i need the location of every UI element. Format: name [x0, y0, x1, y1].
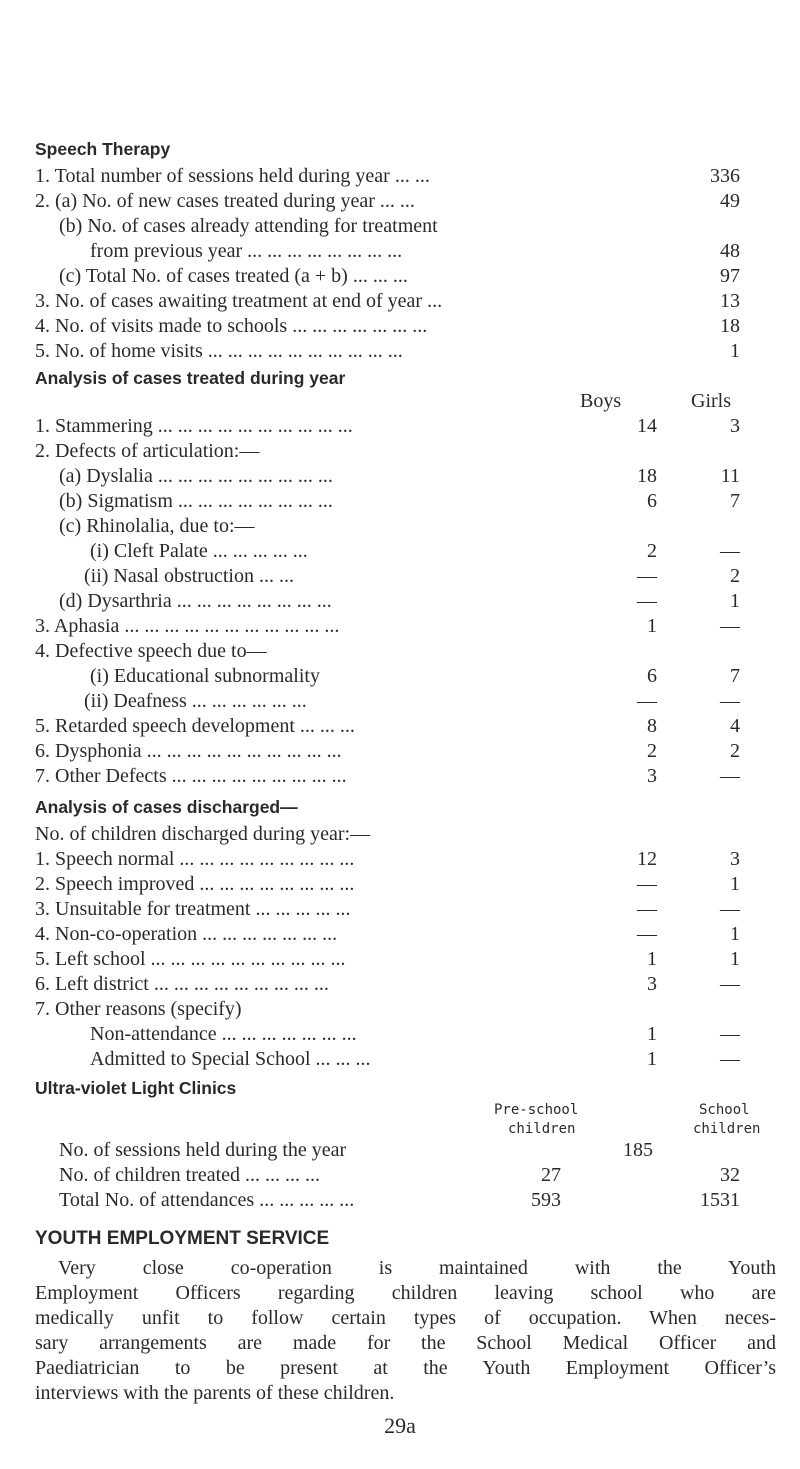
column-header-preschool-sub: children: [508, 1121, 576, 1137]
column-header-girls: Girls: [691, 390, 731, 412]
document-page: Speech Therapy 1. Total number of sessions held during year ... ... 336 2. (a) No. of new cases treated during year ... ... 49 (b) No. of cases already attending for treatment from previous year ... ... ... ... ... ... ... ... 48 (c) Total No. of cases treated (a + b) ... ... ... 97 3. No. of cases awaiting treatment at end of year ... 13 4. No. of visits made to schools ... ... ... ... ... ... ... 18 5. No. of home visits ... ... ... ... ... ... ... ... ... ... 1 Analysis of cases treated during year Boys Girls 1. Stammering ... ... ... ... ... ... ... ... ... ... 14 3 2. Defects of articulation:— (a) Dyslalia ... ... ... ... ... ... ... ... ... 18 11 (b) Sigmatism ... ... ... ... ... ... ... ... 6 7 (c) Rhinolalia, due to:— (i) Cleft Palate ... ... ... ... ... 2 — (ii) Nasal obstruction ... ... — 2 (d) Dysarthria ... ... ... ... ... ... ... ... — 1 3. Aphasia ... ... ... ... ... ... ... ... ... ... ... 1 — 4. Defective speech due to— (i) Educational subnormality 6 7 (ii) Deafness ... ... ... ... ... ... — — 5. Retarded speech development ... ... ... 8 4 6. Dysphonia ... ... ... ... ... ... ... ... ... ... 2 2 7. Other Defects ... ... ... ... ... ... ... ... ... 3 — Analysis of cases discharged— No. of children discharged during year:— 1. Speech normal ... ... ... ... ... ... ... ... ... 12 3 2. Speech improved ... ... ... ... ... ... ... ... — 1 3. Unsuitable for treatment ... ... ... ... ... — — 4. Non-co-operation ... ... ... ... ... ... ... — 1 5. Left school ... ... ... ... ... ... ... ... ... ... 1 1 6. Left district ... ... ... ... ... ... ... ... ... 3 — 7. Other reasons (specify) Non-attendance ... ... ... ... ... ... ... 1 — Admitted to Special School ... ... ... 1 — Ultra-violet Light Clinics Pre-school children School children No. of sessions held during the year 185 No. of children treated ... ... ... ... 27 32 Total No. of attendances ... ... ... ... ... 593 1531 YOUTH EMPLOYMENT SERVICE Very close co-operation is maintained with the Youth Employment Officers regarding children leaving school who are medically unfit to follow certain types of occupation. When neces- sary arrangements are made for the School Medical Officer and Paediatrician to be present at the Youth Employment Officer’s interviews with the parents of these children. 29a: [0, 0, 800, 1469]
uv-clinics-heading: Ultra-violet Light Clinics: [35, 1078, 237, 1098]
youth-employment-paragraph: Very close co-operation is maintained with the Youth Employment Officers regarding children leaving school who are medically unfit to follow certain types of occupation. When neces- sary arrangements are made for the School Medical Officer and Paediatrician to be present at the Youth Employment Officer’s interviews with the parents of these children.: [35, 1257, 776, 1404]
column-header-school-sub: children: [693, 1121, 761, 1137]
column-header-school: School: [699, 1102, 750, 1118]
column-header-boys: Boys: [580, 390, 622, 412]
analysis-discharged-heading: Analysis of cases discharged—: [35, 797, 298, 817]
column-header-preschool: Pre-school: [494, 1102, 579, 1118]
analysis-treated-heading: Analysis of cases treated during year: [35, 368, 346, 388]
speech-therapy-heading: Speech Therapy: [35, 139, 171, 159]
page-number: 29a: [384, 1413, 416, 1438]
youth-employment-heading: YOUTH EMPLOYMENT SERVICE: [35, 1228, 330, 1249]
